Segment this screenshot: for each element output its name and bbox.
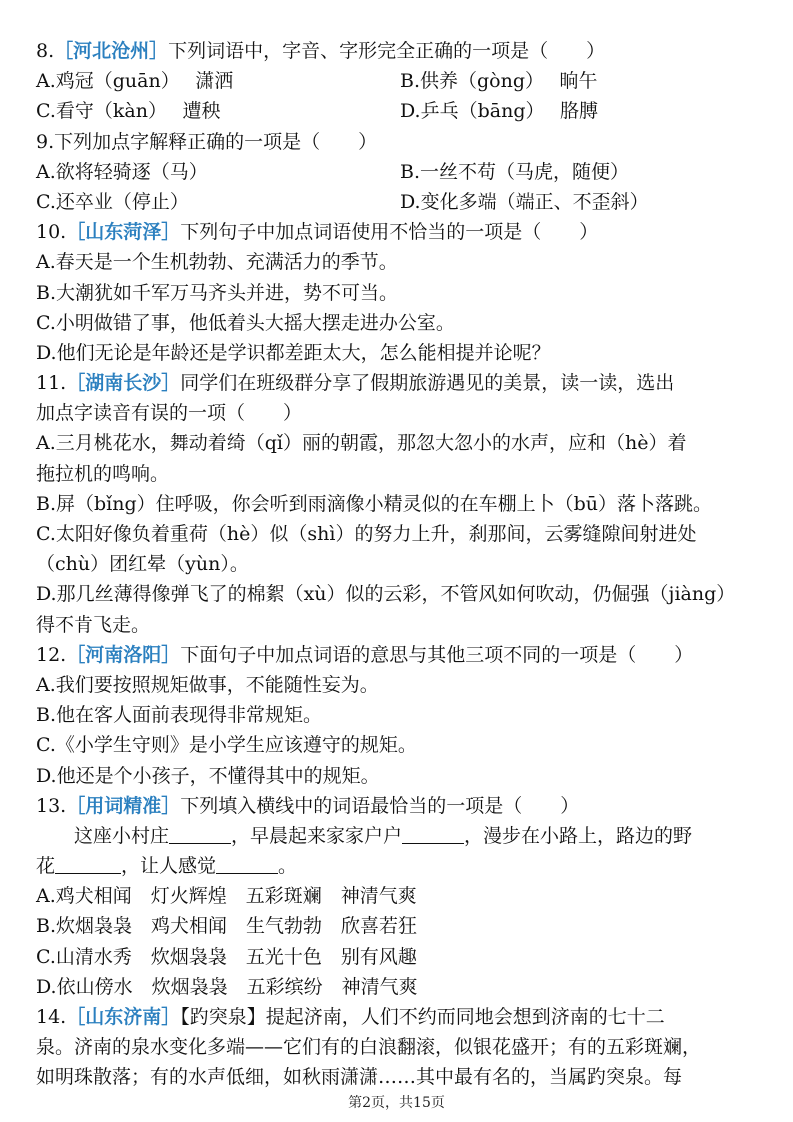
q13-sentence-line-1: 这座小村庄 ，早晨起来家家户户 ，漫步在小路上，路边的野 [74,824,693,847]
text-line [36,247,761,277]
option-right: B.一丝不苟（马虎，随便） [400,160,630,183]
text-line [36,761,761,791]
line-text: （chù）团红晕（yùn）。 [36,553,249,576]
text-line [36,459,761,489]
text-line [36,670,761,700]
option-left: C.还卒业（停止） [36,190,189,213]
text-line [36,338,761,368]
text-line [36,730,761,760]
line-text: 下列填入横线中的词语最恰当的一项是（ ） [180,794,580,817]
source-tag: ［山东菏泽］ [66,221,181,244]
text-line [36,972,761,1002]
answer-blank[interactable] [216,853,278,874]
source-tag: ［河北沧州］ [54,40,169,62]
line-text: A.我们要按照规矩做事，不能随性妄为。 [36,673,379,696]
question-number: 10. [36,221,67,244]
text-line [36,428,761,458]
answer-blank[interactable] [55,853,121,874]
line-text: 下面句子中加点词语的意思与其他三项不同的一项是（ ） [180,643,694,666]
worksheet-page [36,36,761,1093]
question-number: 8. [36,40,55,62]
source-tag: ［山东济南］ [66,1006,181,1028]
line-text: B.屏（bǐng）住呼吸，你会听到雨滴像小精灵似的在车棚上卜（bū）落卜落跳。 [36,492,713,515]
text-line [36,700,761,730]
text-line [36,127,761,157]
question-number: 14. [36,1006,67,1028]
text-line [36,308,761,338]
line-text: 下列词语中，字音、字形完全正确的一项是（ ） [168,40,606,62]
text-line [36,96,761,126]
option-right: D.乒乓（bāng） 胳膊 [400,100,599,123]
option-left: A.鸡冠（guān） 潇洒 [36,70,234,93]
text-line [36,398,761,428]
line-text: 9.下列加点字解释正确的一项是（ ） [36,130,378,153]
text-line [36,791,761,821]
question-number: 13. [36,794,67,817]
answer-blank[interactable] [402,823,464,844]
line-text: D.那几丝薄得像弹飞了的棉絮（xù）似的云彩，不管风如何吹动，仍倔强（jiàng） [36,583,736,606]
text-line [36,368,761,398]
line-text: C.小明做错了事，他低着头大摇大摆走进办公室。 [36,311,455,334]
source-tag: ［湖南长沙］ [66,372,181,395]
source-tag: ［用词精准］ [66,794,181,817]
line-text: 泉。济南的泉水变化多端——它们有的白浪翻滚，似银花盛开；有的五彩斑斓， [36,1036,702,1059]
text-line [36,549,761,579]
source-tag: ［河南洛阳］ [66,643,181,666]
line-text: 如明珠散落；有的水声低细，如秋雨潇潇……其中最有名的，当属趵突泉。每 [36,1066,683,1089]
text-line [36,36,761,66]
answer-blank[interactable] [169,823,231,844]
text-line [36,489,761,519]
line-text: C.太阳好像负着重荷（hè）似（shì）的努力上升，刹那间，云雾缝隙间射进处 [36,523,697,545]
text-line [36,217,761,247]
line-text: 加点字读音有误的一项（ ） [36,402,303,425]
line-text: B.炊烟袅袅 鸡犬相闻 生气勃勃 欣喜若狂 [36,915,418,938]
text-line [36,1002,761,1032]
line-text: 【趵突泉】提起济南，人们不约而同地会想到济南的七十二 [180,1006,665,1028]
text-line [36,1032,761,1062]
line-text: A.三月桃花水，舞动着绮（qǐ）丽的朝霞，那忽大忽小的水声，应和（hè）着 [36,432,687,455]
line-text: C.山清水秀 炊烟袅袅 五光十色 别有风趣 [36,945,417,968]
option-right: B.供养（gòng） 晌午 [400,70,598,93]
text-line [36,157,761,187]
text-line [36,911,761,941]
line-text: D.他们无论是年龄还是学识都差距太大，怎么能相提并论呢？ [36,341,551,364]
line-text: D.依山傍水 炊烟袅袅 五彩缤纷 神清气爽 [36,975,418,998]
line-text: 下列句子中加点词语使用不恰当的一项是（ ） [180,221,599,244]
question-number: 11. [36,372,67,395]
option-left: C.看守（kàn） 遭秧 [36,100,221,123]
line-text: 拖拉机的鸣响。 [36,462,170,485]
text-line [36,519,761,549]
text-line [36,640,761,670]
line-text: A.鸡犬相闻 灯火辉煌 五彩斑斓 神清气爽 [36,885,417,908]
line-text: 同学们在班级群分享了假期旅游遇见的美景，读一读，选出 [180,372,675,395]
line-text: A.春天是一个生机勃勃、充满活力的季节。 [36,251,398,274]
text-line [36,1062,761,1092]
line-text: 得不肯飞走。 [36,613,151,636]
option-left: A.欲将轻骑逐（马） [36,160,208,183]
questions-block-1 [36,36,761,821]
text-line [36,66,761,96]
text-line [36,610,761,640]
line-text: D.他还是个小孩子，不懂得其中的规矩。 [36,764,380,787]
q13-sentence-line-2: 花 ，让人感觉 。 [36,855,298,878]
question-number: 12. [36,643,67,666]
option-right: D.变化多端（端正、不歪斜） [400,190,649,213]
text-line [36,881,761,911]
line-text: B.他在客人面前表现得非常规矩。 [36,704,323,727]
text-line [36,187,761,217]
line-text: C.《小学生守则》是小学生应该遵守的规矩。 [36,734,417,757]
questions-block-2 [36,881,761,1092]
text-line [36,579,761,609]
line-text: B.大潮犹如千军万马齐头并进，势不可当。 [36,281,399,304]
text-line [36,278,761,308]
page-footer: 第2页，共15页 [348,1095,445,1111]
text-line [36,942,761,972]
